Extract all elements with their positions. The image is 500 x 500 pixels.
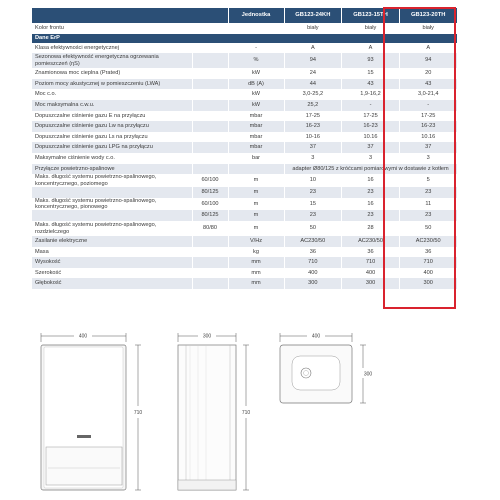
row-value-model-1: AC230/50 [284,236,342,247]
row-value-model-1: biały [284,23,342,34]
row-sub: 80/125 [192,210,228,221]
row-label: Maksymalne ciśnienie wody c.o. [32,153,192,164]
row-value-model-3: 36 [399,247,457,258]
row-unit: V/Hz [228,236,284,247]
table-row [32,43,457,54]
row-sub [192,268,228,279]
row-unit [228,23,284,34]
row-unit: mm [228,278,284,289]
row-value-model-3: 37 [399,142,457,153]
row-value-model-2: A [342,43,400,54]
row-unit: bar [228,153,284,164]
row-value-model-3: 50 [399,221,457,236]
row-label: Klasa efektywności energetycznej [32,43,192,54]
row-sub [192,121,228,132]
row-label: Zasilanie elektryczne [32,236,192,247]
row-label: Dopuszczalne ciśnienie gazu LPG na przyłączu [32,142,192,153]
row-value-model-1: 400 [284,268,342,279]
row-label [32,210,192,221]
row-value-model-1: 25,2 [284,100,342,111]
table-row [32,236,457,247]
row-value-model-3: 43 [399,79,457,90]
row-value-model-2: 15 [342,68,400,79]
row-label: Poziom mocy akustycznej w pomieszczeniu (LWA) [32,79,192,90]
row-value-model-3: 23 [399,210,457,221]
row-unit [228,164,284,175]
row-value-model-3: AC230/50 [399,236,457,247]
row-sub [192,53,228,68]
row-value-model-2: 710 [342,257,400,268]
row-unit: mm [228,257,284,268]
row-value-model-2: 16 [342,198,400,211]
row-unit: mbar [228,111,284,122]
row-value-model-3: 94 [399,53,457,68]
row-unit: % [228,53,284,68]
table-row [32,247,457,258]
row-sub: 80/80 [192,221,228,236]
row-value-model-1: 23 [284,187,342,198]
header-model-2: GB123-15TH [342,8,400,23]
row-value-model-3: biały [399,23,457,34]
row-value-model-3: A [399,43,457,54]
row-sub [192,100,228,111]
row-unit: m [228,187,284,198]
row-value-model-3: 710 [399,257,457,268]
side-view-drawing [150,330,255,495]
top-width-label: 400 [311,333,321,340]
row-value-model-2: 36 [342,247,400,258]
table-row [32,34,457,43]
row-value-model-1: 37 [284,142,342,153]
header-unit: Jednostka [228,8,284,23]
table-row [32,221,457,236]
row-unit: mbar [228,142,284,153]
row-merged-value: adapter Ø80/125 z króćcami pomiarowymi w dostawie z kotłem [284,164,457,175]
row-value-model-1: 50 [284,221,342,236]
section-title: Dane ErP [32,34,457,43]
row-label: Maks. długość systemu powietrzno-spalinowego, koncentrycznego, poziomego [32,174,192,187]
row-unit: m [228,198,284,211]
table-row [32,23,457,34]
table-row [32,268,457,279]
row-unit: m [228,221,284,236]
row-label: Masa [32,247,192,258]
header-model-3: GB123-20TH [399,8,457,23]
row-sub [192,142,228,153]
row-value-model-1: 710 [284,257,342,268]
row-value-model-3: 10.16 [399,132,457,143]
row-unit: kW [228,100,284,111]
header-model-1: GB123-24KH [284,8,342,23]
row-value-model-2: 23 [342,210,400,221]
row-label: Maks. długość systemu powietrzno-spalinowego, rozdzielczego [32,221,192,236]
row-value-model-3: 17-25 [399,111,457,122]
row-value-model-1: 16-23 [284,121,342,132]
row-unit: - [228,43,284,54]
row-label: Przyłącze powietrzno-spalinowe [32,164,192,175]
table-row [32,198,457,211]
row-unit: mm [228,268,284,279]
table-row [32,132,457,143]
table-row [32,111,457,122]
row-unit: kW [228,89,284,100]
row-label: Maks. długość systemu powietrzno-spalinowego, koncentrycznego, pionowego [32,198,192,211]
row-label: Głębokość [32,278,192,289]
row-sub [192,236,228,247]
row-label: Kolor frontu [32,23,192,34]
row-sub [192,257,228,268]
row-label: Znamionowa moc cieplna (Prated) [32,68,192,79]
row-value-model-3: 5 [399,174,457,187]
row-value-model-3: 20 [399,68,457,79]
table-header-row [32,8,457,23]
row-value-model-1: 44 [284,79,342,90]
table-row [32,164,457,175]
table-row [32,89,457,100]
row-sub [192,164,228,175]
spec-table [32,8,458,289]
table-row [32,68,457,79]
row-sub: 60/100 [192,198,228,211]
row-value-model-2: 23 [342,187,400,198]
row-value-model-2: 17-25 [342,111,400,122]
row-unit: mbar [228,121,284,132]
table-row [32,174,457,187]
row-label [32,187,192,198]
row-sub [192,278,228,289]
row-value-model-3: 23 [399,187,457,198]
row-label: Dopuszczalne ciśnienie gazu Lw na przyłączu [32,121,192,132]
row-unit: kW [228,68,284,79]
row-value-model-3: 11 [399,198,457,211]
row-value-model-3: 400 [399,268,457,279]
table-row [32,257,457,268]
row-sub [192,43,228,54]
row-unit: kg [228,247,284,258]
top-view-drawing [270,330,380,415]
row-value-model-2: 1,9-16,2 [342,89,400,100]
row-label: Sezonowa efektywność energetyczna ogrzewania pomieszczeń (ηS) [32,53,192,68]
row-value-model-2: 400 [342,268,400,279]
front-height-label: 710 [133,410,143,416]
row-value-model-2: 43 [342,79,400,90]
table-row [32,153,457,164]
row-label: Szerokość [32,268,192,279]
row-sub [192,132,228,143]
table-row [32,79,457,90]
table-body [32,23,457,289]
row-label: Moc c.o. [32,89,192,100]
header-empty [32,8,228,23]
row-value-model-1: 3 [284,153,342,164]
row-value-model-1: 17-25 [284,111,342,122]
row-value-model-2: 93 [342,53,400,68]
row-value-model-1: 300 [284,278,342,289]
side-height-label: 710 [241,410,251,416]
row-value-model-1: 94 [284,53,342,68]
row-value-model-3: - [399,100,457,111]
row-value-model-2: 37 [342,142,400,153]
row-unit: m [228,174,284,187]
row-value-model-1: 36 [284,247,342,258]
row-sub: 80/125 [192,187,228,198]
row-label: Dopuszczalne ciśnienie gazu Ls na przyłączu [32,132,192,143]
row-sub [192,23,228,34]
row-unit: mbar [228,132,284,143]
row-value-model-3: 3 [399,153,457,164]
table-row [32,121,457,132]
row-sub [192,89,228,100]
table-row [32,100,457,111]
table-row [32,210,457,221]
row-value-model-2: - [342,100,400,111]
row-value-model-2: AC230/50 [342,236,400,247]
row-unit: dB (A) [228,79,284,90]
row-value-model-2: 3 [342,153,400,164]
row-sub [192,247,228,258]
row-sub [192,153,228,164]
row-value-model-2: 10.16 [342,132,400,143]
row-value-model-3: 16-23 [399,121,457,132]
side-width-label: 300 [202,333,212,340]
row-value-model-1: 10 [284,174,342,187]
table-row [32,53,457,68]
row-sub: 60/100 [192,174,228,187]
row-sub [192,68,228,79]
row-value-model-1: A [284,43,342,54]
table-row [32,142,457,153]
row-value-model-1: 24 [284,68,342,79]
table-row [32,187,457,198]
row-value-model-1: 3,0-25,2 [284,89,342,100]
top-depth-label: 300 [363,371,373,378]
row-value-model-3: 3,0-21,4 [399,89,457,100]
row-value-model-2: 16-23 [342,121,400,132]
row-sub [192,79,228,90]
row-value-model-1: 23 [284,210,342,221]
row-value-model-2: 16 [342,174,400,187]
row-value-model-1: 15 [284,198,342,211]
row-label: Wysokość [32,257,192,268]
row-label: Moc maksymalna c.w.u. [32,100,192,111]
row-label: Dopuszczalne ciśnienie gazu E na przyłączu [32,111,192,122]
row-value-model-2: biały [342,23,400,34]
row-value-model-2: 300 [342,278,400,289]
row-value-model-1: 10-16 [284,132,342,143]
row-sub [192,111,228,122]
table-row [32,278,457,289]
front-view-drawing [8,330,148,495]
row-unit: m [228,210,284,221]
front-width-label: 400 [78,333,88,340]
row-value-model-3: 300 [399,278,457,289]
row-value-model-2: 28 [342,221,400,236]
